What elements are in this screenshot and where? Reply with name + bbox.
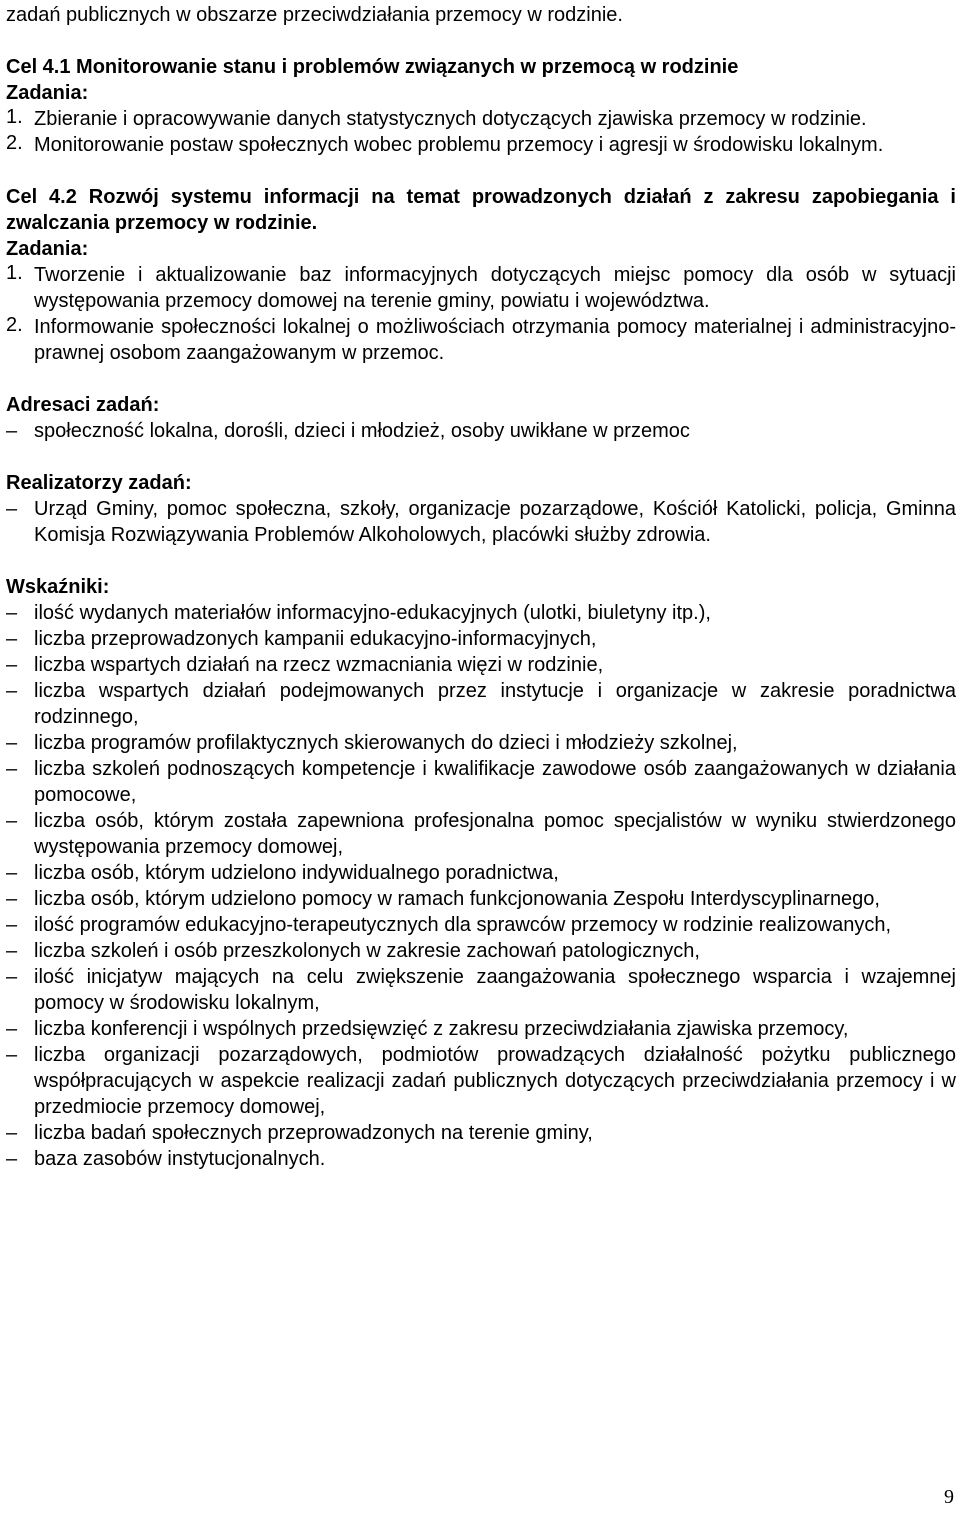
task-text: Monitorowanie postaw społecznych wobec problemu przemocy i agresji w środowisku lokalnym.	[34, 134, 884, 156]
intro-line: zadań publicznych w obszarze przeciwdziałania przemocy w rodzinie.	[6, 4, 623, 26]
list-item-text: ilość programów edukacyjno-terapeutycznych dla sprawców przemocy w rodzinie realizowanych,	[34, 914, 892, 936]
goal-4-1-task	[6, 132, 956, 158]
task-text: Tworzenie i aktualizowanie baz informacyjnych dotyczących miejsc pomocy dla osób w sytuacji występowania przemocy domowej na terenie gminy, powiatu i województwa.	[34, 264, 956, 312]
list-item-text: liczba szkoleń i osób przeszkolonych w zakresie zachowań patologicznych,	[34, 940, 700, 962]
recipients-label: Adresaci zadań:	[6, 394, 160, 416]
indicator-item	[6, 730, 956, 756]
recipients-item	[6, 418, 956, 444]
task-number: 1.	[6, 106, 23, 128]
task-text: Informowanie społeczności lokalnej o możliwościach otrzymania pomocy materialnej i administracyjno- prawnej osobom zaangażowanym w przemoc.	[34, 316, 956, 364]
dash-bullet: –	[6, 914, 18, 936]
task-text: Zbieranie i opracowywanie danych statystycznych dotyczących zjawiska przemocy w rodzinie.	[34, 108, 867, 130]
dash-bullet: –	[6, 888, 18, 910]
list-item-text: liczba szkoleń podnoszących kompetencje i kwalifikacje zawodowe osób zaangażowanych w działania pomocowe,	[34, 758, 956, 806]
indicators-list	[6, 600, 956, 1172]
implementers-label: Realizatorzy zadań:	[6, 472, 192, 494]
indicator-item	[6, 652, 956, 678]
goal-4-2-title: Cel 4.2 Rozwój systemu informacji na temat prowadzonych działań z zakresu zapobiegania i zwalczania przemocy w rodzinie.	[6, 186, 956, 234]
task-number: 2.	[6, 314, 23, 336]
dash-bullet: –	[6, 862, 18, 884]
dash-bullet: –	[6, 498, 18, 520]
goal-4-1-tasks-label: Zadania:	[6, 82, 89, 104]
list-item-text: Urząd Gminy, pomoc społeczna, szkoły, organizacje pozarządowe, Kościół Katolicki, policja, Gminna Komisja Rozwiązywania Problemów Alkoholowych, placówki służby zdrowia.	[34, 498, 956, 546]
list-item-text: liczba konferencji i wspólnych przedsięwzięć z zakresu przeciwdziałania zjawiska przemocy,	[34, 1018, 849, 1040]
dash-bullet: –	[6, 732, 18, 754]
indicator-item	[6, 626, 956, 652]
dash-bullet: –	[6, 966, 18, 988]
implementers-item	[6, 496, 956, 548]
list-item-text: ilość wydanych materiałów informacyjno-edukacyjnych (ulotki, biuletyny itp.),	[34, 602, 711, 624]
list-item-text: liczba wspartych działań na rzecz wzmacniania więzi w rodzinie,	[34, 654, 604, 676]
indicator-item	[6, 886, 956, 912]
list-item-text: liczba wspartych działań podejmowanych przez instytucje i organizacje w zakresie poradnictwa rodzinnego,	[34, 680, 956, 728]
indicator-item	[6, 808, 956, 860]
task-number: 1.	[6, 262, 23, 284]
list-item-text: liczba badań społecznych przeprowadzonych na terenie gminy,	[34, 1122, 593, 1144]
indicator-item	[6, 1042, 956, 1120]
goal-4-1-task	[6, 106, 956, 132]
list-item-text: liczba osób, którym udzielono indywidualnego poradnictwa,	[34, 862, 559, 884]
indicator-item	[6, 1146, 956, 1172]
list-item-text: liczba przeprowadzonych kampanii edukacyjno-informacyjnych,	[34, 628, 597, 650]
dash-bullet: –	[6, 680, 18, 702]
task-number: 2.	[6, 132, 23, 154]
dash-bullet: –	[6, 1148, 18, 1170]
dash-bullet: –	[6, 1044, 18, 1066]
goal-4-1-title: Cel 4.1 Monitorowanie stanu i problemów związanych w przemocą w rodzinie	[6, 56, 739, 78]
list-item-text: liczba organizacji pozarządowych, podmiotów prowadzących działalność pożytku publicznego współpracujących w aspekcie realizacji zadań publicznych dotyczących przeciwdziałania przemocy i w przedmiocie przemocy domowej,	[34, 1044, 956, 1118]
indicator-item	[6, 1016, 956, 1042]
list-item-text: baza zasobów instytucjonalnych.	[34, 1148, 326, 1170]
indicators-label: Wskaźniki:	[6, 576, 110, 598]
indicator-item	[6, 1120, 956, 1146]
indicator-item	[6, 964, 956, 1016]
goal-4-2-tasks-label: Zadania:	[6, 238, 89, 260]
list-item-text: społeczność lokalna, dorośli, dzieci i młodzież, osoby uwikłane w przemoc	[34, 420, 690, 442]
dash-bullet: –	[6, 1122, 18, 1144]
dash-bullet: –	[6, 810, 18, 832]
indicator-item	[6, 860, 956, 886]
dash-bullet: –	[6, 602, 18, 624]
dash-bullet: –	[6, 1018, 18, 1040]
dash-bullet: –	[6, 420, 18, 442]
goal-4-2-task	[6, 314, 956, 366]
indicator-item	[6, 678, 956, 730]
list-item-text: liczba osób, którym udzielono pomocy w ramach funkcjonowania Zespołu Interdyscyplinarnego,	[34, 888, 880, 910]
indicator-item	[6, 756, 956, 808]
document-page	[6, 0, 956, 1172]
dash-bullet: –	[6, 758, 18, 780]
dash-bullet: –	[6, 940, 18, 962]
list-item-text: ilość inicjatyw mających na celu zwiększenie zaangażowania społecznego wsparcia i wzajemnej pomocy w środowisku lokalnym,	[34, 966, 956, 1014]
indicator-item	[6, 912, 956, 938]
list-item-text: liczba programów profilaktycznych skierowanych do dzieci i młodzieży szkolnej,	[34, 732, 738, 754]
indicator-item	[6, 600, 956, 626]
page-number: 9	[944, 1486, 954, 1508]
list-item-text: liczba osób, którym została zapewniona profesjonalna pomoc specjalistów w wyniku stwierdzonego występowania przemocy domowej,	[34, 810, 956, 858]
dash-bullet: –	[6, 628, 18, 650]
dash-bullet: –	[6, 654, 18, 676]
indicator-item	[6, 938, 956, 964]
goal-4-2-task	[6, 262, 956, 314]
